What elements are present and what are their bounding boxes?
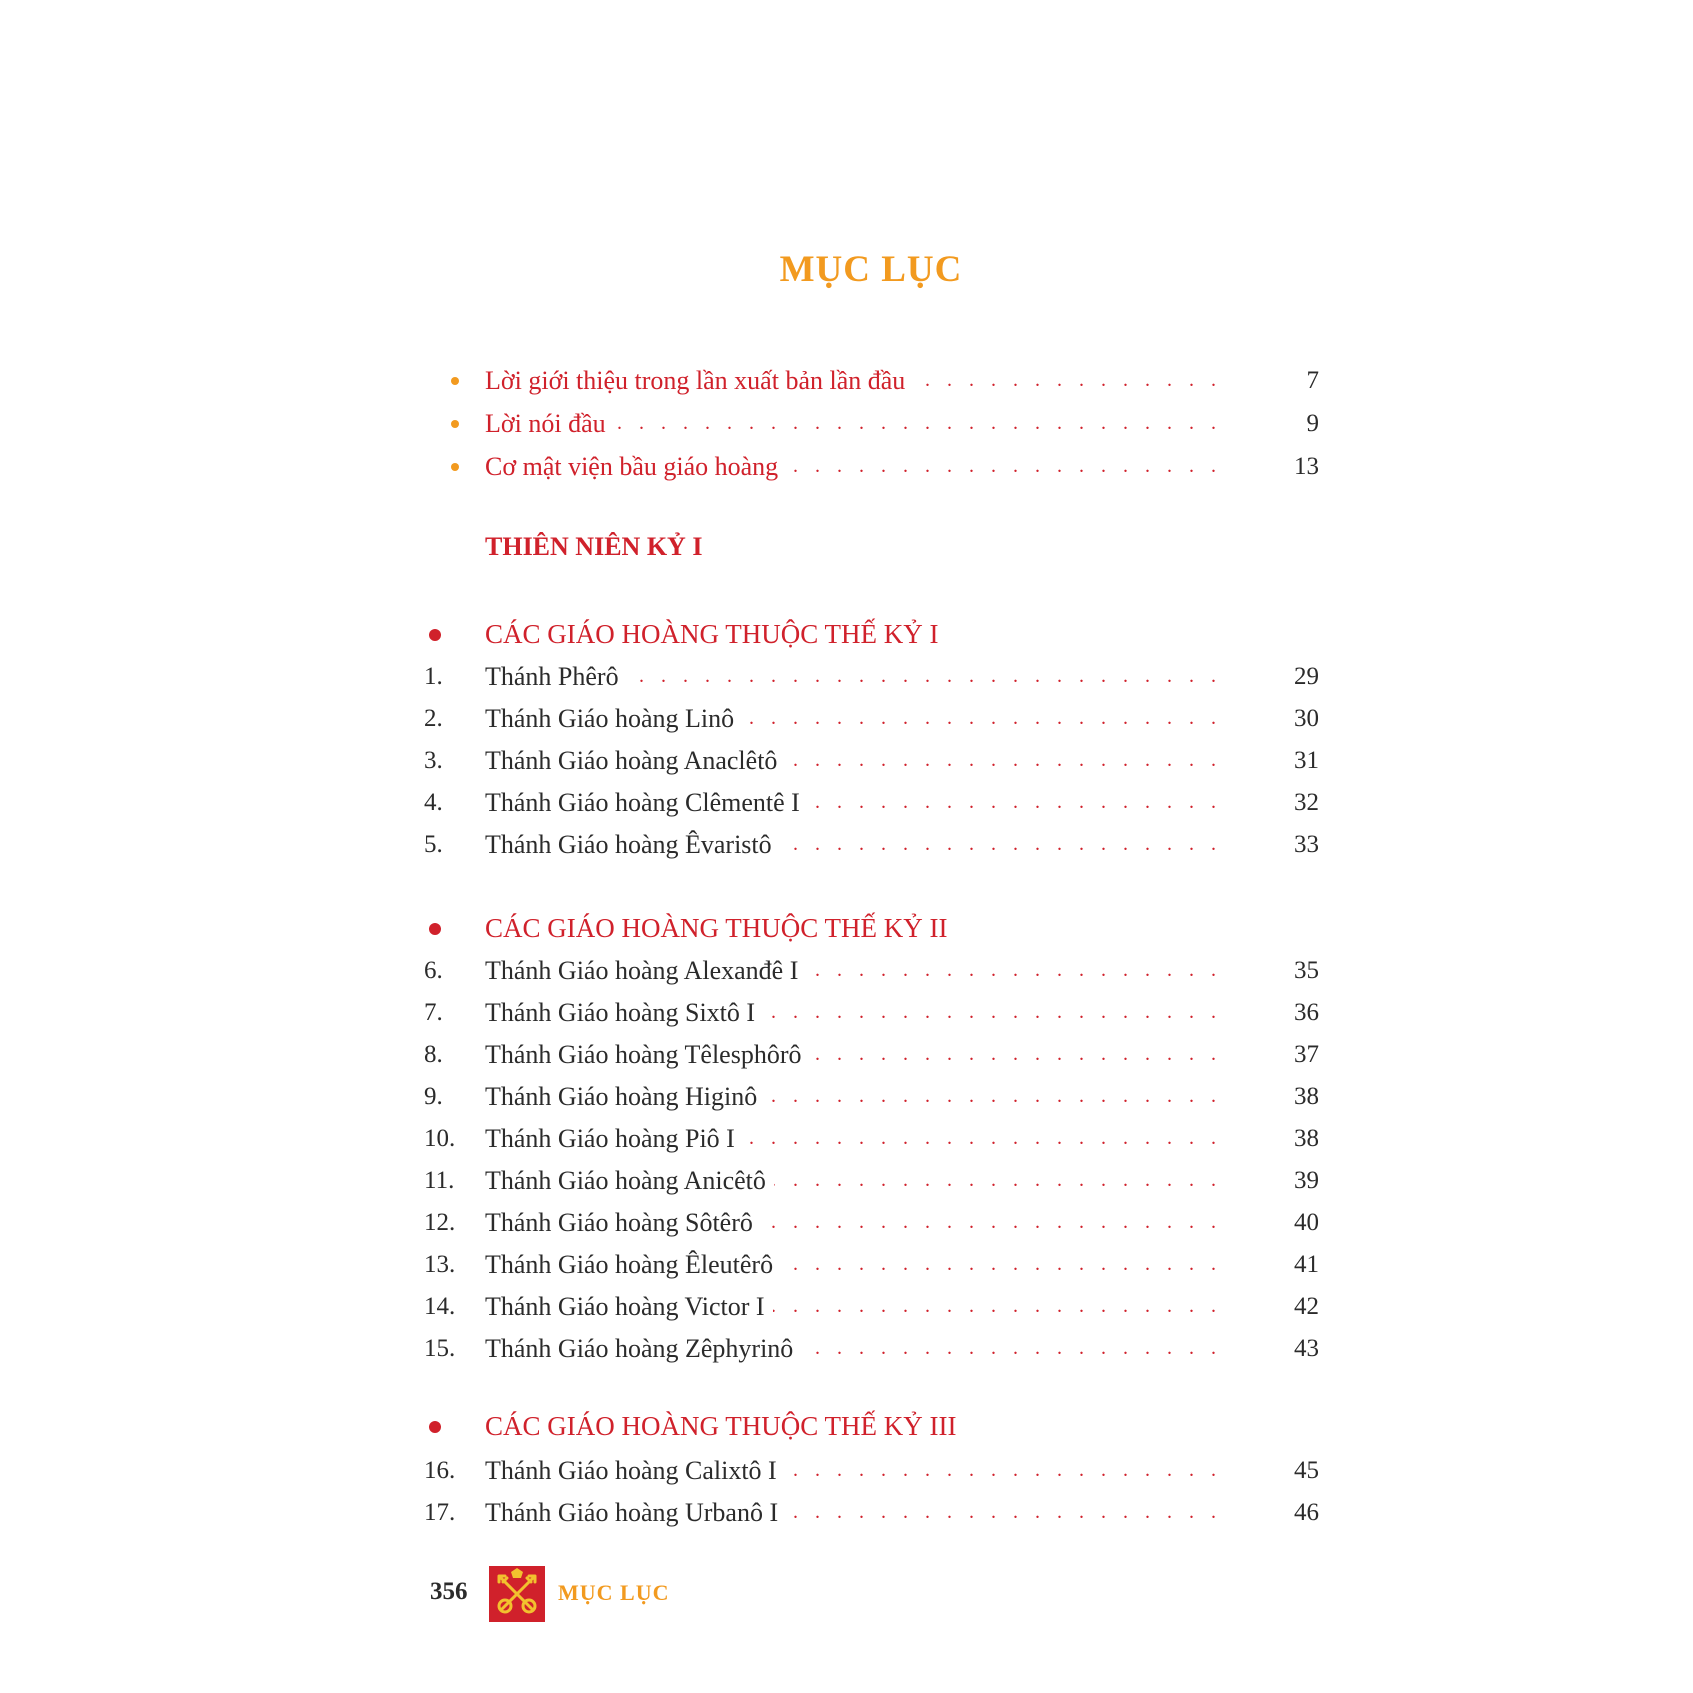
toc-item[interactable] <box>0 1076 1693 1117</box>
toc-item[interactable] <box>0 1328 1693 1369</box>
toc-item[interactable] <box>0 1160 1693 1201</box>
toc-intro-item[interactable] <box>0 360 1693 401</box>
toc-item-label: Thánh Giáo hoàng Êleutêrô <box>485 1250 781 1279</box>
section-title: CÁC GIÁO HOÀNG THUỘC THẾ KỶ I <box>485 619 939 649</box>
toc-item-page: 45 <box>1294 1457 1319 1484</box>
toc-item-label: Thánh Giáo hoàng Anaclêtô <box>485 746 785 775</box>
page-title: MỤC LỤC <box>779 249 963 290</box>
page-number: 356 <box>430 1578 468 1605</box>
toc-item-label: Lời giới thiệu trong lần xuất bản lần đầu <box>485 366 913 395</box>
toc-item-label: Thánh Giáo hoàng Urbanô I <box>485 1498 786 1527</box>
toc-item-page: 46 <box>1294 1499 1319 1526</box>
toc-item-page: 30 <box>1294 705 1319 732</box>
toc-item-label: Thánh Phêrô <box>485 662 627 691</box>
toc-item-number: 7. <box>424 999 443 1026</box>
bullet-icon <box>429 629 441 641</box>
toc-item[interactable] <box>0 1492 1693 1533</box>
toc-item-page: 33 <box>1294 831 1319 858</box>
papal-keys-icon <box>489 1566 545 1622</box>
toc-item-page: 31 <box>1294 747 1319 774</box>
toc-item[interactable] <box>0 950 1693 991</box>
toc-item-page: 41 <box>1294 1251 1319 1278</box>
millennium-heading: THIÊN NIÊN KỶ I <box>485 532 703 561</box>
toc-item-number: 9. <box>424 1083 443 1110</box>
toc-item[interactable] <box>0 824 1693 865</box>
toc-item-number: 12. <box>424 1209 456 1236</box>
toc-item[interactable] <box>0 740 1693 781</box>
toc-item-number: 14. <box>424 1293 456 1320</box>
page-footer <box>430 1566 830 1622</box>
bullet-icon <box>451 463 459 471</box>
bullet-icon <box>429 923 441 935</box>
toc-item[interactable] <box>0 656 1693 697</box>
toc-item-number: 13. <box>424 1251 456 1278</box>
toc-item-label: Thánh Giáo hoàng Linô <box>485 704 742 733</box>
toc-item-page: 38 <box>1294 1083 1319 1110</box>
toc-item-label: Thánh Giáo hoàng Calixtô I <box>485 1456 785 1485</box>
toc-item-page: 37 <box>1294 1041 1319 1068</box>
toc-item-label: Cơ mật viện bầu giáo hoàng <box>485 452 786 481</box>
toc-item-label: Thánh Giáo hoàng Têlesphôrô <box>485 1040 810 1069</box>
toc-item[interactable] <box>0 782 1693 823</box>
toc-item-label: Thánh Giáo hoàng Sôtêrô <box>485 1208 761 1237</box>
bullet-icon <box>429 1421 441 1433</box>
toc-item-page: 29 <box>1294 663 1319 690</box>
toc-item-page: 7 <box>1306 367 1319 394</box>
toc-item-page: 9 <box>1306 410 1319 437</box>
toc-item-page: 35 <box>1294 957 1319 984</box>
toc-item-label: Thánh Giáo hoàng Piô I <box>485 1124 743 1153</box>
toc-item[interactable] <box>0 698 1693 739</box>
toc-item-number: 3. <box>424 747 443 774</box>
toc-item-number: 1. <box>424 663 443 690</box>
section-heading <box>0 614 1693 655</box>
section-title: CÁC GIÁO HOÀNG THUỘC THẾ KỶ II <box>485 913 948 943</box>
toc-item-label: Thánh Giáo hoàng Sixtô I <box>485 998 763 1027</box>
toc-item[interactable] <box>0 1034 1693 1075</box>
toc-item[interactable] <box>0 1118 1693 1159</box>
toc-item-page: 38 <box>1294 1125 1319 1152</box>
toc-item-label: Thánh Giáo hoàng Clêmentê I <box>485 788 808 817</box>
toc-intro-item[interactable] <box>0 446 1693 487</box>
footer-section-title: MỤC LỤC <box>558 1580 670 1605</box>
toc-item-number: 17. <box>424 1499 456 1526</box>
toc-item-page: 13 <box>1294 453 1319 480</box>
toc-item-page: 42 <box>1294 1293 1319 1320</box>
toc-item-page: 39 <box>1294 1167 1319 1194</box>
bullet-icon <box>451 377 459 385</box>
section-heading <box>0 1406 1693 1447</box>
toc-item[interactable] <box>0 1202 1693 1243</box>
toc-item-label: Lời nói đầu <box>485 409 614 438</box>
toc-item-label: Thánh Giáo hoàng Victor I <box>485 1292 773 1321</box>
toc-item-page: 40 <box>1294 1209 1319 1236</box>
section-heading <box>0 908 1693 949</box>
toc-item[interactable] <box>0 1244 1693 1285</box>
section-title: CÁC GIÁO HOÀNG THUỘC THẾ KỶ III <box>485 1411 957 1441</box>
toc-item[interactable] <box>0 1286 1693 1327</box>
toc-item-label: Thánh Giáo hoàng Alexanđê I <box>485 956 806 985</box>
toc-item-label: Thánh Giáo hoàng Anicêtô <box>485 1166 774 1195</box>
bullet-icon <box>451 420 459 428</box>
toc-item[interactable] <box>0 992 1693 1033</box>
toc-item-page: 32 <box>1294 789 1319 816</box>
toc-item-page: 36 <box>1294 999 1319 1026</box>
toc-item-number: 8. <box>424 1041 443 1068</box>
toc-item-label: Thánh Giáo hoàng Zêphyrinô <box>485 1334 801 1363</box>
toc-item-label: Thánh Giáo hoàng Higinô <box>485 1082 765 1111</box>
toc-item-number: 16. <box>424 1457 456 1484</box>
toc-item-number: 15. <box>424 1335 456 1362</box>
toc-item-page: 43 <box>1294 1335 1319 1362</box>
toc-item-number: 4. <box>424 789 443 816</box>
toc-item-number: 5. <box>424 831 443 858</box>
toc-intro-item[interactable] <box>0 403 1693 444</box>
toc-item[interactable] <box>0 1450 1693 1491</box>
toc-item-label: Thánh Giáo hoàng Êvaristô <box>485 830 780 859</box>
toc-item-number: 6. <box>424 957 443 984</box>
toc-item-number: 2. <box>424 705 443 732</box>
toc-item-number: 10. <box>424 1125 456 1152</box>
toc-item-number: 11. <box>424 1167 455 1194</box>
